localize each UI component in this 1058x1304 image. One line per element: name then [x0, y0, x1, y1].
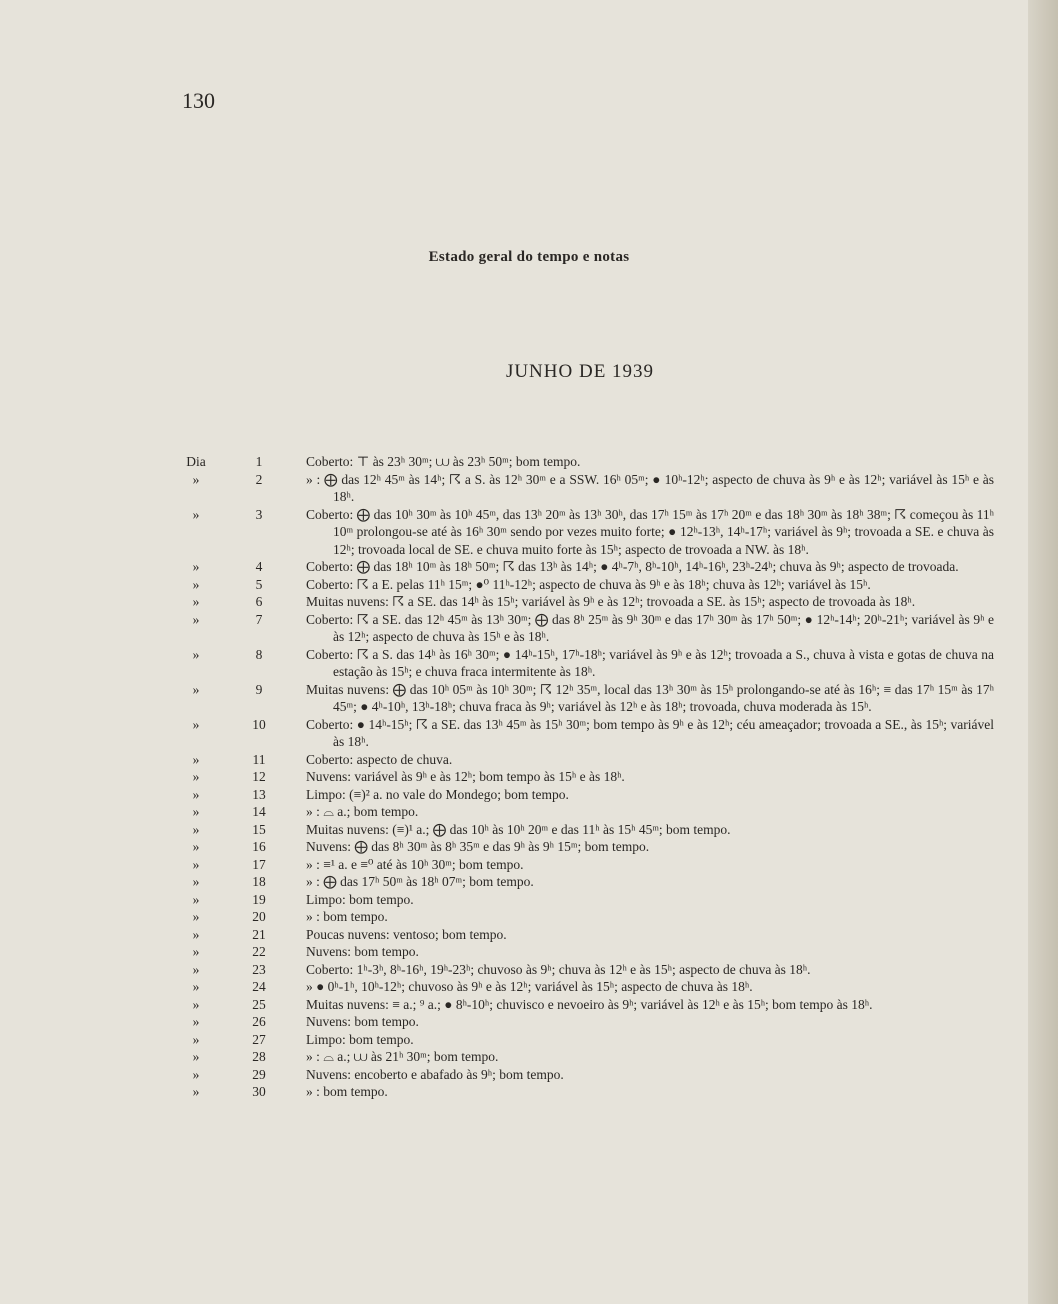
ditto-mark: » — [192, 751, 200, 767]
day-number: 16 — [252, 839, 266, 854]
entry-text: Muitas nuvens: (≡)¹ a.; ⨁ das 10ʰ às 10ʰ 20ᵐ e das 11ʰ às 15ʰ 45ᵐ; bom tempo. — [306, 821, 731, 837]
entry-row — [0, 926, 1058, 944]
entry-row — [0, 996, 1058, 1014]
entry-text: Limpo: bom tempo. — [306, 1031, 414, 1047]
entry-row — [0, 803, 1058, 821]
day-number: 22 — [252, 944, 266, 959]
day-number: 20 — [252, 909, 266, 924]
entry-row — [0, 593, 1058, 611]
entry-text: Coberto: aspecto de chuva. — [306, 751, 453, 767]
ditto-mark: » — [192, 646, 200, 662]
ditto-mark: » — [192, 856, 200, 872]
day-number: 10 — [252, 716, 266, 732]
ditto-mark: » — [192, 506, 200, 522]
entry-text: » : ⌓ a.; bom tempo. — [306, 804, 419, 819]
entry-text: Coberto: 1ʰ-3ʰ, 8ʰ-16ʰ, 19ʰ-23ʰ; chuvoso às 9ʰ; chuva às 12ʰ e às 15ʰ; aspecto de chuva às 18ʰ. — [306, 961, 811, 977]
day-number: 4 — [255, 559, 263, 574]
ditto-mark: » — [192, 839, 200, 854]
entry-row — [0, 1048, 1058, 1066]
ditto-mark: » — [192, 996, 200, 1012]
entry-row — [0, 751, 1058, 769]
day-number: 7 — [255, 611, 263, 627]
ditto-mark: » — [192, 471, 200, 487]
ditto-mark: » — [192, 874, 200, 889]
entry-text: Nuvens: encoberto e abafado às 9ʰ; bom tempo. — [306, 1066, 564, 1082]
day-number: 24 — [252, 979, 266, 994]
entry-row — [0, 908, 1058, 926]
entry-text: » : ≡¹ a. e ≡⁰ até às 10ʰ 30ᵐ; bom tempo. — [306, 856, 524, 872]
entry-row — [0, 1031, 1058, 1049]
ditto-mark: » — [192, 559, 200, 574]
day-number: 6 — [255, 594, 263, 609]
day-number: 2 — [255, 471, 263, 487]
day-number: 3 — [255, 506, 263, 522]
entry-row — [0, 943, 1058, 961]
entry-text: Muitas nuvens: ☈ a SE. das 14ʰ às 15ʰ; variável às 9ʰ e às 12ʰ; trovoada a SE. às 15ʰ; aspecto de trovoada às 18ʰ. — [306, 594, 916, 609]
entry-row — [0, 646, 1058, 681]
month-title: JUNHO DE 1939 — [505, 361, 655, 382]
entry-text: Limpo: (≡)² a. no vale do Mondego; bom tempo. — [306, 786, 569, 802]
entry-row — [0, 961, 1058, 979]
page-number: 130 — [182, 88, 215, 113]
day-number: 9 — [255, 681, 263, 697]
entry-row — [0, 821, 1058, 839]
ditto-mark: » — [192, 1066, 200, 1082]
entry-row — [0, 873, 1058, 891]
day-number: 11 — [252, 751, 266, 767]
ditto-mark: » — [192, 909, 200, 924]
entry-row — [0, 786, 1058, 804]
entry-row — [0, 681, 1058, 716]
ditto-mark: » — [192, 961, 200, 977]
day-number: 1 — [255, 454, 263, 469]
entry-text: Limpo: bom tempo. — [306, 891, 414, 907]
day-number: 5 — [255, 576, 263, 592]
ditto-mark: » — [192, 979, 200, 994]
ditto-mark: » — [192, 944, 200, 959]
ditto-mark: » — [192, 716, 200, 732]
entry-text: Coberto: ☈ a E. pelas 11ʰ 15ᵐ; ●⁰ 11ʰ-12ʰ; aspecto de chuva às 9ʰ e às 18ʰ; chuva às 12ʰ; variável às 15ʰ. — [306, 576, 871, 592]
entry-row — [0, 1013, 1058, 1031]
day-number: 26 — [252, 1014, 266, 1029]
ditto-mark: » — [192, 1084, 200, 1099]
day-number: 14 — [252, 804, 266, 819]
entry-text: » : ⌓ a.; ⩊ às 21ʰ 30ᵐ; bom tempo. — [306, 1049, 499, 1064]
weather-entries-list — [0, 453, 1058, 1101]
entry-row — [0, 891, 1058, 909]
entry-row — [0, 453, 1058, 471]
day-number: 17 — [252, 856, 266, 872]
entry-row — [0, 978, 1058, 996]
ditto-mark: » — [192, 821, 200, 837]
entry-text: Coberto: ☈ a S. das 14ʰ às 16ʰ 30ᵐ; ● 14ʰ-15ʰ, 17ʰ-18ʰ; variável às 9ʰ e às 12ʰ; trovoada a S., chuva à vista e gotas de chuva na estação às 15ʰ; e chuva fraca intermitente às 18ʰ. — [306, 646, 994, 679]
ditto-mark: » — [192, 681, 200, 697]
entry-text: Poucas nuvens: ventoso; bom tempo. — [306, 926, 507, 942]
entry-row — [0, 558, 1058, 576]
entry-row — [0, 576, 1058, 594]
entry-text: Coberto: ⨁ das 10ʰ 30ᵐ às 10ʰ 45ᵐ, das 13ʰ 20ᵐ às 13ʰ 30ʰ, das 17ʰ 15ᵐ às 17ʰ 20ᵐ e das 18ʰ 30ᵐ às 18ʰ 38ᵐ; ☈ começou às 11ʰ 10ᵐ prolongou-se até às 16ʰ 30ᵐ sendo por vezes muito forte; ● 12ʰ-13ʰ, 14ʰ-17ʰ; variável às 9ʰ; trovoada a SE. e chuva às 12ʰ; trovoada local de SE. e chuva muito forte às 15ʰ; aspecto de trovoada a NW. às 18ʰ. — [306, 506, 994, 557]
entry-text: Coberto: ⨁ das 18ʰ 10ᵐ às 18ʰ 50ᵐ; ☈ das 13ʰ às 14ʰ; ● 4ʰ-7ʰ, 8ʰ-10ʰ, 14ʰ-16ʰ, 23ʰ-24ʰ; chuva às 9ʰ; aspecto de trovoada. — [306, 559, 959, 574]
section-title: Estado geral do tempo e notas — [428, 249, 630, 265]
entry-text: Nuvens: bom tempo. — [306, 1014, 419, 1029]
entry-text: Muitas nuvens: ⨁ das 10ʰ 05ᵐ às 10ʰ 30ᵐ; ☈ 12ʰ 35ᵐ, local das 13ʰ 30ᵐ às 15ʰ prolongando-se até às 16ʰ; ≡ das 17ʰ 15ᵐ às 17ʰ 45ᵐ; ● 4ʰ-10ʰ, 13ʰ-18ʰ; chuva fraca às 9ʰ; variável às 12ʰ e às 18ʰ; trovoada, chuva moderada às 15ʰ. — [306, 681, 994, 714]
ditto-mark: » — [192, 594, 200, 609]
entry-text: » : ⨁ das 17ʰ 50ᵐ às 18ʰ 07ᵐ; bom tempo. — [306, 874, 534, 889]
ditto-mark: » — [192, 769, 200, 784]
entry-row — [0, 1066, 1058, 1084]
ditto-mark: » — [192, 576, 200, 592]
entry-row — [0, 1083, 1058, 1101]
entry-row — [0, 838, 1058, 856]
entry-row — [0, 768, 1058, 786]
entry-text: Nuvens: variável às 9ʰ e às 12ʰ; bom tempo às 15ʰ e às 18ʰ. — [306, 769, 625, 784]
day-number: 23 — [252, 961, 266, 977]
entry-text: Coberto: ☈ a SE. das 12ʰ 45ᵐ às 13ʰ 30ᵐ; ⨁ das 8ʰ 25ᵐ às 9ʰ 30ᵐ e das 17ʰ 30ᵐ às 17ʰ 50ᵐ; ● 12ʰ-14ʰ; 20ʰ-21ʰ; variável às 9ʰ e às 12ʰ; aspecto de chuva às 15ʰ e às 18ʰ. — [306, 611, 994, 644]
ditto-mark: » — [192, 1014, 200, 1029]
entry-text: Nuvens: ⨁ das 8ʰ 30ᵐ às 8ʰ 35ᵐ e das 9ʰ às 9ʰ 15ᵐ; bom tempo. — [306, 839, 650, 854]
entry-row — [0, 856, 1058, 874]
entry-text: » : bom tempo. — [306, 909, 388, 924]
entry-text: Coberto: ● 14ʰ-15ʰ; ☈ a SE. das 13ʰ 45ᵐ às 15ʰ 30ᵐ; bom tempo às 9ʰ e às 12ʰ; céu ameaçador; trovoada a SE., às 15ʰ; variável às 18ʰ. — [306, 716, 994, 749]
ditto-mark: » — [192, 786, 200, 802]
day-number: 29 — [252, 1066, 266, 1082]
day-number: 13 — [252, 786, 266, 802]
entry-row — [0, 716, 1058, 751]
entry-text: » : bom tempo. — [306, 1084, 388, 1099]
day-number: 30 — [252, 1084, 266, 1099]
ditto-mark: » — [192, 1049, 200, 1064]
entry-text: » ● 0ʰ-1ʰ, 10ʰ-12ʰ; chuvoso às 9ʰ e às 12ʰ; variável às 15ʰ; aspecto de chuva às 18ʰ. — [306, 979, 753, 994]
entry-row — [0, 611, 1058, 646]
day-number: 25 — [252, 996, 266, 1012]
ditto-mark: » — [192, 611, 200, 627]
ditto-mark: » — [192, 926, 200, 942]
entry-text: Coberto: ⊤ às 23ʰ 30ᵐ; ⩊ às 23ʰ 50ᵐ; bom tempo. — [306, 454, 581, 469]
dia-label: Dia — [186, 454, 206, 469]
day-number: 21 — [252, 926, 266, 942]
day-number: 19 — [252, 891, 266, 907]
day-number: 8 — [255, 646, 263, 662]
entry-text: Nuvens: bom tempo. — [306, 944, 419, 959]
day-number: 28 — [252, 1049, 266, 1064]
entry-row — [0, 506, 1058, 559]
day-number: 12 — [252, 769, 266, 784]
entry-row — [0, 471, 1058, 506]
ditto-mark: » — [192, 1031, 200, 1047]
entry-text: Muitas nuvens: ≡ a.; ⁹ a.; ● 8ʰ-10ʰ; chuvisco e nevoeiro às 9ʰ; variável às 12ʰ e às 15ʰ; bom tempo às 18ʰ. — [306, 996, 873, 1012]
day-number: 18 — [252, 874, 266, 889]
day-number: 15 — [252, 821, 266, 837]
day-number: 27 — [252, 1031, 266, 1047]
ditto-mark: » — [192, 804, 200, 819]
ditto-mark: » — [192, 891, 200, 907]
entry-text: » : ⨁ das 12ʰ 45ᵐ às 14ʰ; ☈ a S. às 12ʰ 30ᵐ e a SSW. 16ʰ 05ᵐ; ● 10ʰ-12ʰ; aspecto de chuva às 9ʰ e às 12ʰ; variável às 15ʰ e às 18ʰ. — [306, 471, 994, 504]
